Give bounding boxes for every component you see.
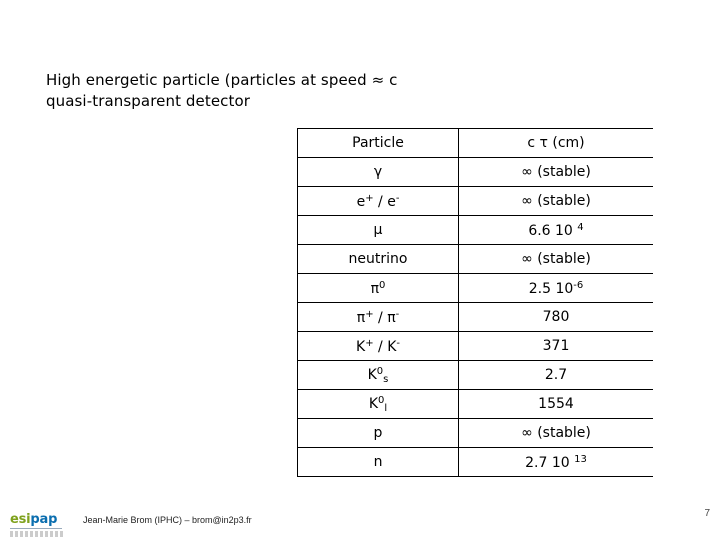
particle-name	[298, 332, 459, 361]
table-row	[298, 390, 654, 419]
ctau-value	[459, 303, 654, 332]
particle-name	[298, 158, 459, 187]
particle-name	[298, 274, 459, 303]
ctau-exponent: -6	[573, 279, 584, 291]
ctau-value	[459, 158, 654, 187]
table-row	[298, 419, 654, 448]
ctau-value	[459, 216, 654, 245]
particle-name	[298, 448, 459, 477]
particle-symbol: π	[356, 309, 366, 326]
ctau-mantissa: ∞ (stable)	[521, 251, 591, 267]
page-number: 7	[704, 508, 710, 519]
particle-name	[298, 390, 459, 419]
table-row	[298, 361, 654, 390]
particle-symbol: n	[373, 454, 383, 470]
ctau-value	[459, 274, 654, 303]
logo-underline	[10, 528, 62, 529]
ctau-mantissa: 1554	[538, 396, 574, 412]
antiparticle-symbol: / K	[373, 338, 397, 355]
ctau-mantissa: ∞ (stable)	[521, 164, 591, 180]
ctau-exponent: 13	[574, 453, 587, 465]
table-row	[298, 332, 654, 361]
particle-symbol: neutrino	[348, 251, 408, 267]
ctau-value	[459, 332, 654, 361]
ctau-mantissa: ∞ (stable)	[521, 425, 591, 441]
particle-symbol: K	[367, 366, 377, 383]
particle-charge: 0	[379, 279, 386, 291]
antiparticle-charge: -	[396, 337, 400, 349]
antiparticle-symbol: / e	[373, 193, 396, 210]
ctau-mantissa: ∞ (stable)	[521, 193, 591, 209]
antiparticle-symbol: / π	[373, 309, 396, 326]
particle-charge: +	[365, 192, 374, 204]
table-row	[298, 448, 654, 477]
ctau-value	[459, 245, 654, 274]
particle-symbol: e	[356, 193, 366, 210]
esipap-logo: esipap	[10, 512, 58, 527]
particle-charge: +	[365, 308, 374, 320]
particle-subscript: s	[383, 373, 389, 385]
particle-symbol: p	[373, 425, 383, 441]
particle-subscript: l	[384, 402, 388, 414]
particle-symbol: K	[356, 338, 366, 355]
antiparticle-charge: -	[395, 192, 400, 204]
ctau-value	[459, 390, 654, 419]
particle-charge: 0	[376, 365, 384, 377]
ctau-mantissa: 780	[542, 309, 570, 325]
logo-tagline	[10, 531, 64, 537]
ctau-value	[459, 361, 654, 390]
particle-symbol: γ	[373, 164, 383, 180]
particle-name	[298, 245, 459, 274]
heading-line-1: High energetic particle (particles at speed ≈ c	[46, 71, 398, 89]
slide-heading	[46, 70, 397, 112]
particle-name	[298, 361, 459, 390]
ctau-value	[459, 419, 654, 448]
antiparticle-charge: -	[395, 308, 400, 320]
header-particle: Particle	[298, 129, 459, 158]
particle-name	[298, 303, 459, 332]
particle-symbol: K	[368, 395, 379, 412]
table-header-row	[298, 129, 654, 158]
particle-table	[297, 128, 653, 477]
particle-charge: +	[365, 337, 374, 349]
ctau-exponent: 4	[577, 221, 584, 233]
particle-name	[298, 216, 459, 245]
ctau-mantissa: 371	[542, 338, 570, 354]
table-row	[298, 158, 654, 187]
header-ctau: c τ (cm)	[459, 129, 654, 158]
table-row	[298, 187, 654, 216]
ctau-mantissa: 2.7 10	[525, 454, 575, 471]
table-row	[298, 274, 654, 303]
heading-line-2: quasi-transparent detector	[46, 92, 251, 110]
table-row	[298, 216, 654, 245]
ctau-value	[459, 448, 654, 477]
ctau-mantissa: 2.7	[544, 367, 568, 383]
particle-charge: 0	[378, 394, 385, 406]
ctau-mantissa: 6.6 10	[528, 222, 578, 239]
particle-symbol: π	[370, 280, 380, 297]
ctau-mantissa: 2.5 10	[528, 280, 574, 297]
particle-symbol: μ	[373, 222, 383, 238]
table-row	[298, 303, 654, 332]
particle-name	[298, 419, 459, 448]
ctau-value	[459, 187, 654, 216]
particle-name	[298, 187, 459, 216]
table-row	[298, 245, 654, 274]
footer-author: Jean-Marie Brom (IPHC) – brom@in2p3.fr	[83, 515, 252, 525]
